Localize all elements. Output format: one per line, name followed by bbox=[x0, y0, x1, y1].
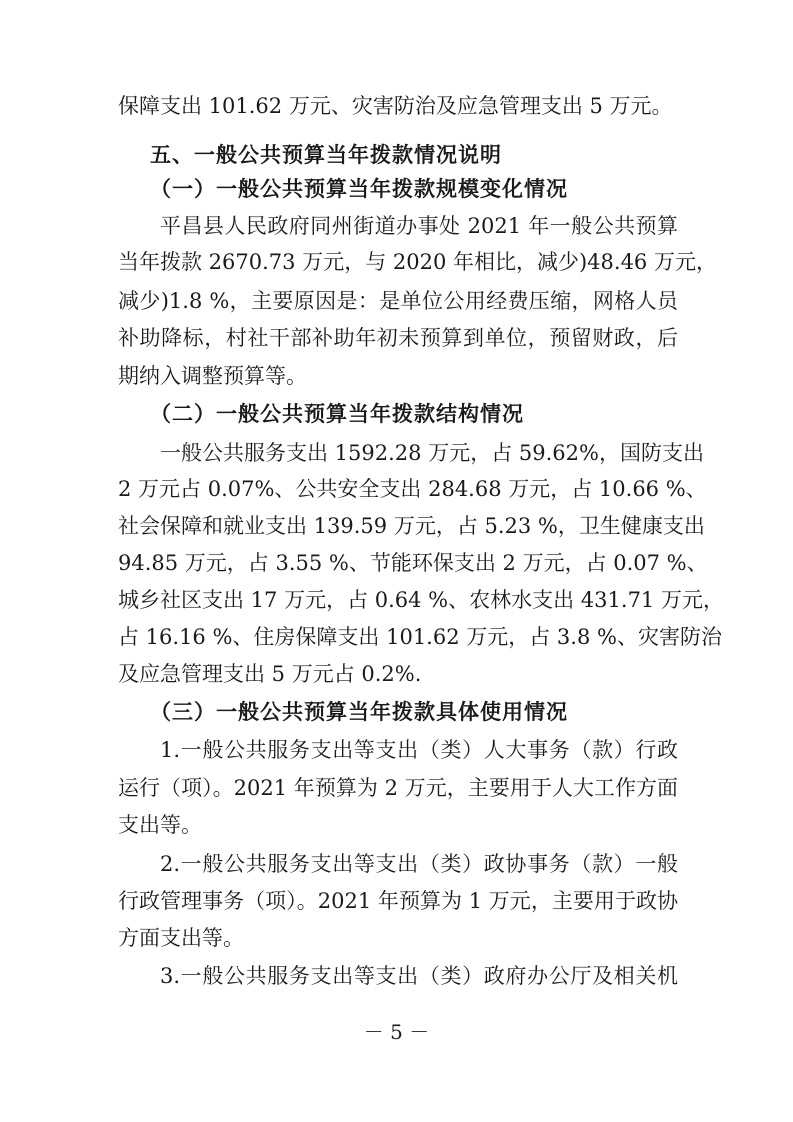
paragraph-line: 3.一般公共服务支出等支出（类）政府办公厅及相关机 bbox=[160, 964, 678, 988]
paragraph-line: 城乡社区支出 17 万元，占 0.64 %、农林水支出 431.71 万元， bbox=[118, 588, 724, 612]
paragraph-line: 补助降标，村社干部补助年初未预算到单位，预留财政，后 bbox=[118, 326, 678, 350]
paragraph-line: 平昌县人民政府同州街道办事处 2021 年一般公共预算 bbox=[160, 214, 678, 238]
paragraph-line: 当年拨款 2670.73 万元，与 2020 年相比，减少)48.46 万元， bbox=[118, 250, 717, 274]
paragraph-line: 保障支出 101.62 万元、灾害防治及应急管理支出 5 万元。 bbox=[118, 94, 673, 118]
paragraph-line: 及应急管理支出 5 万元占 0.2%. bbox=[118, 662, 422, 686]
paragraph-line: 方面支出等。 bbox=[118, 926, 244, 950]
subsection-heading: （二）一般公共预算当年拨款结构情况 bbox=[150, 402, 524, 426]
paragraph-line: 期纳入调整预算等。 bbox=[118, 364, 307, 388]
paragraph-line: 社会保障和就业支出 139.59 万元，占 5.23 %，卫生健康支出 bbox=[118, 514, 705, 538]
section-heading: 五、一般公共预算当年拨款情况说明 bbox=[150, 143, 502, 167]
paragraph-line: 行政管理事务（项）。2021 年预算为 1 万元，主要用于政协 bbox=[118, 889, 678, 913]
subsection-heading: （三）一般公共预算当年拨款具体使用情况 bbox=[150, 700, 568, 724]
paragraph-line: 2.一般公共服务支出等支出（类）政协事务（款）一般 bbox=[160, 852, 678, 876]
paragraph-line: 占 16.16 %、住房保障支出 101.62 万元，占 3.8 %、灾害防治 bbox=[118, 625, 722, 649]
page-number: － 5 － bbox=[363, 1020, 430, 1044]
paragraph-line: 减少)1.8 %，主要原因是：是单位公用经费压缩，网格人员 bbox=[118, 289, 678, 313]
paragraph-line: 1.一般公共服务支出等支出（类）人大事务（款）行政 bbox=[160, 738, 678, 762]
subsection-heading: （一）一般公共预算当年拨款规模变化情况 bbox=[150, 177, 568, 201]
paragraph-line: 2 万元占 0.07%、公共安全支出 284.68 万元，占 10.66 %、 bbox=[118, 477, 707, 501]
paragraph-line: 一般公共服务支出 1592.28 万元，占 59.62%，国防支出 bbox=[160, 441, 704, 465]
paragraph-line: 运行（项）。2021 年预算为 2 万元，主要用于人大工作方面 bbox=[118, 776, 678, 800]
paragraph-line: 支出等。 bbox=[118, 813, 202, 837]
paragraph-line: 94.85 万元，占 3.55 %、节能环保支出 2 万元，占 0.07 %、 bbox=[118, 551, 708, 575]
